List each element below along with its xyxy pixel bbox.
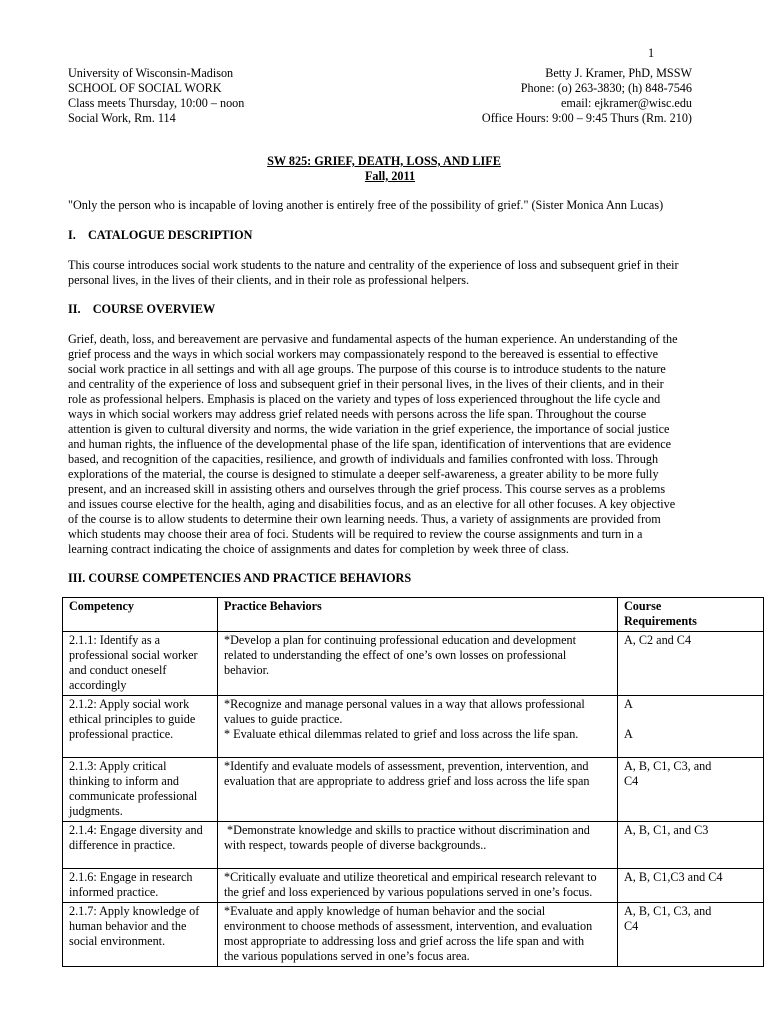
competency-cell [63, 696, 218, 758]
behaviors-cell [218, 903, 618, 967]
requirements-cell [618, 903, 764, 967]
cell-line: A [624, 727, 633, 741]
cell-line: 2.1.1: Identify as a [69, 633, 161, 647]
requirements-cell [618, 632, 764, 696]
paragraph-line: social work practice in all settings and with all age groups. The purpose of this course is to introduce students to the nature [68, 362, 666, 376]
cell-line: judgments. [69, 804, 123, 818]
table-row [63, 903, 764, 967]
paragraph-line: based, and recognition of the capacities, resilience, and growth of individuals and families confronted with loss. Through [68, 452, 659, 466]
table-row [63, 696, 764, 758]
behaviors-cell [218, 822, 618, 869]
instructor-email: email: ejkramer@wisc.edu [560, 96, 692, 110]
paragraph-line: of the course is to allow students to determine their own learning needs. Thus, a variety of assignments are provided from [68, 512, 661, 526]
paragraph-line: grief process and the ways in which social workers may compassionately respond to the bereaved is essential to effective [68, 347, 659, 361]
requirements-cell [618, 869, 764, 903]
table-header-row [63, 598, 764, 632]
header-line: Course [624, 599, 662, 613]
requirements-cell [618, 822, 764, 869]
cell-line: *Develop a plan for continuing professional education and development [224, 633, 576, 647]
cell-line: behavior. [224, 663, 270, 677]
cell-line: evaluation that are appropriate to address grief and loss across the life span [224, 774, 590, 788]
behaviors-cell [218, 758, 618, 822]
requirements-cell [618, 696, 764, 758]
paragraph-line: personal lives, in the lives of their clients, and in their role as professional helpers. [68, 273, 470, 287]
cell-line: C4 [624, 919, 639, 933]
requirements-cell [618, 758, 764, 822]
section-heading-competencies: III. COURSE COMPETENCIES AND PRACTICE BEHAVIORS [68, 571, 412, 585]
cell-line: thinking to inform and [69, 774, 180, 788]
cell-line: *Demonstrate knowledge and skills to practice without discrimination and [224, 823, 590, 837]
competency-cell [63, 903, 218, 967]
competency-cell [63, 632, 218, 696]
paragraph-line: and human rights, the influence of the developmental phase of the life span, identification of interventions that are evidence [68, 437, 672, 451]
cell-line: *Critically evaluate and utilize theoretical and empirical research relevant to [224, 870, 597, 884]
table-row [63, 822, 764, 869]
cell-line: C4 [624, 774, 639, 788]
behaviors-cell [218, 632, 618, 696]
cell-line: 2.1.3: Apply critical [69, 759, 167, 773]
cell-line: most appropriate to addressing loss and grief across the life span and with [224, 934, 585, 948]
cell-line: A, B, C1, C3, and [624, 759, 712, 773]
paragraph-line: ways in which social workers may address grief related needs with persons across the life span. Throughout the course [68, 407, 647, 421]
cell-line: the grief and loss experienced by various populations served in one’s focus. [224, 885, 593, 899]
cell-line: accordingly [69, 678, 127, 692]
paragraph-line: and centrality of the experience of loss and subsequent grief in their personal lives, in the lives of their clients, and in their [68, 377, 664, 391]
cell-line: *Recognize and manage personal values in a way that allows professional [224, 697, 585, 711]
paragraph-line: learning contract indicating the choice of assignments and dates for completion by week three of class. [68, 542, 569, 556]
cell-line: the various populations served in one’s focus area. [224, 949, 470, 963]
cell-line: 2.1.2: Apply social work [69, 697, 190, 711]
course-title: SW 825: GRIEF, DEATH, LOSS, AND LIFE [267, 154, 501, 168]
paragraph-line: This course introduces social work students to the nature and centrality of the experience of loss and subsequent grief in their [68, 258, 679, 272]
paragraph-line: role as professional helpers. Emphasis is placed on the variety and types of loss experienced throughout the life cycle and [68, 392, 661, 406]
cell-line: 2.1.7: Apply knowledge of [69, 904, 200, 918]
paragraph-line: explorations of the material, the course is designed to stimulate a deeper self-awareness, a greater ability to be more fully [68, 467, 659, 481]
competency-cell [63, 822, 218, 869]
header-line: Competency [69, 599, 134, 613]
table-row [63, 758, 764, 822]
paragraph-line: and issues course elective for the health, aging and disabilities focus, and as an elective for all other focuses. A key objective [68, 497, 676, 511]
office-hours: Office Hours: 9:00 – 9:45 Thurs (Rm. 210) [481, 111, 692, 125]
cell-line: A, B, C1, C3, and [624, 904, 712, 918]
header-competency [63, 598, 218, 632]
header-line: Practice Behaviors [224, 599, 322, 613]
cell-line: with respect, towards people of diverse backgrounds.. [224, 838, 487, 852]
class-time: Class meets Thursday, 10:00 – noon [68, 96, 245, 110]
cell-line: human behavior and the [69, 919, 187, 933]
cell-line: A, B, C1,C3 and C4 [624, 870, 723, 884]
paragraph-line: present, and an increased skill in assisting others and ourselves through the grief process. This course serves as a problems [68, 482, 666, 496]
header-course-requirements [618, 598, 764, 632]
cell-line: A, B, C1, and C3 [624, 823, 709, 837]
header-line: Requirements [624, 614, 697, 628]
paragraph-line: Grief, death, loss, and bereavement are pervasive and fundamental aspects of the human experience. An understanding of the [68, 332, 678, 346]
section-heading-catalogue: I. CATALOGUE DESCRIPTION [68, 228, 253, 242]
page-number: 1 [648, 46, 655, 60]
cell-line: values to guide practice. [224, 712, 343, 726]
overview-paragraph [68, 332, 708, 557]
cell-line: ethical principles to guide [69, 712, 196, 726]
university-name: University of Wisconsin-Madison [68, 66, 234, 80]
cell-line: A, C2 and C4 [624, 633, 692, 647]
cell-line: professional practice. [69, 727, 174, 741]
header-right [482, 66, 692, 126]
competency-cell [63, 758, 218, 822]
cell-line: and conduct oneself [69, 663, 167, 677]
cell-line: professional social worker [69, 648, 198, 662]
cell-line: communicate professional [69, 789, 198, 803]
header-practice-behaviors [218, 598, 618, 632]
behaviors-cell [218, 869, 618, 903]
title-block [0, 154, 770, 184]
competencies-table [62, 597, 764, 967]
cell-line: *Identify and evaluate models of assessment, prevention, intervention, and [224, 759, 589, 773]
paragraph-line: which students may choose their area of foci. Students will be required to review the course assignments and turn in a [68, 527, 643, 541]
instructor-phone: Phone: (o) 263-3830; (h) 848-7546 [520, 81, 692, 95]
paragraph-line: attention is given to cultural diversity and norms, the wide variation in the grief experience, the importance of social justice [68, 422, 670, 436]
cell-line: A [624, 697, 633, 711]
table-row [63, 632, 764, 696]
cell-line: * Evaluate ethical dilemmas related to grief and loss across the life span. [224, 727, 579, 741]
school-name: SCHOOL OF SOCIAL WORK [68, 81, 222, 95]
class-room: Social Work, Rm. 114 [68, 111, 176, 125]
cell-line: social environment. [69, 934, 166, 948]
cell-line: 2.1.6: Engage in research [69, 870, 193, 884]
cell-line: *Evaluate and apply knowledge of human behavior and the social [224, 904, 546, 918]
course-term: Fall, 2011 [364, 169, 416, 183]
competency-cell [63, 869, 218, 903]
cell-line: difference in practice. [69, 838, 176, 852]
cell-line: related to understanding the effect of one’s own losses on professional [224, 648, 567, 662]
instructor-name: Betty J. Kramer, PhD, MSSW [545, 66, 692, 80]
epigraph-quote: "Only the person who is incapable of loving another is entirely free of the possibility of grief." (Sister Monica Ann Lucas) [68, 198, 664, 212]
catalogue-paragraph [68, 258, 708, 288]
cell-line [624, 712, 759, 727]
cell-line: 2.1.4: Engage diversity and [69, 823, 203, 837]
cell-line: environment to choose methods of assessment, intervention, and evaluation [224, 919, 593, 933]
behaviors-cell [218, 696, 618, 758]
section-heading-overview: II. COURSE OVERVIEW [68, 302, 216, 316]
header-left [68, 66, 244, 126]
cell-line: informed practice. [69, 885, 159, 899]
table-row [63, 869, 764, 903]
